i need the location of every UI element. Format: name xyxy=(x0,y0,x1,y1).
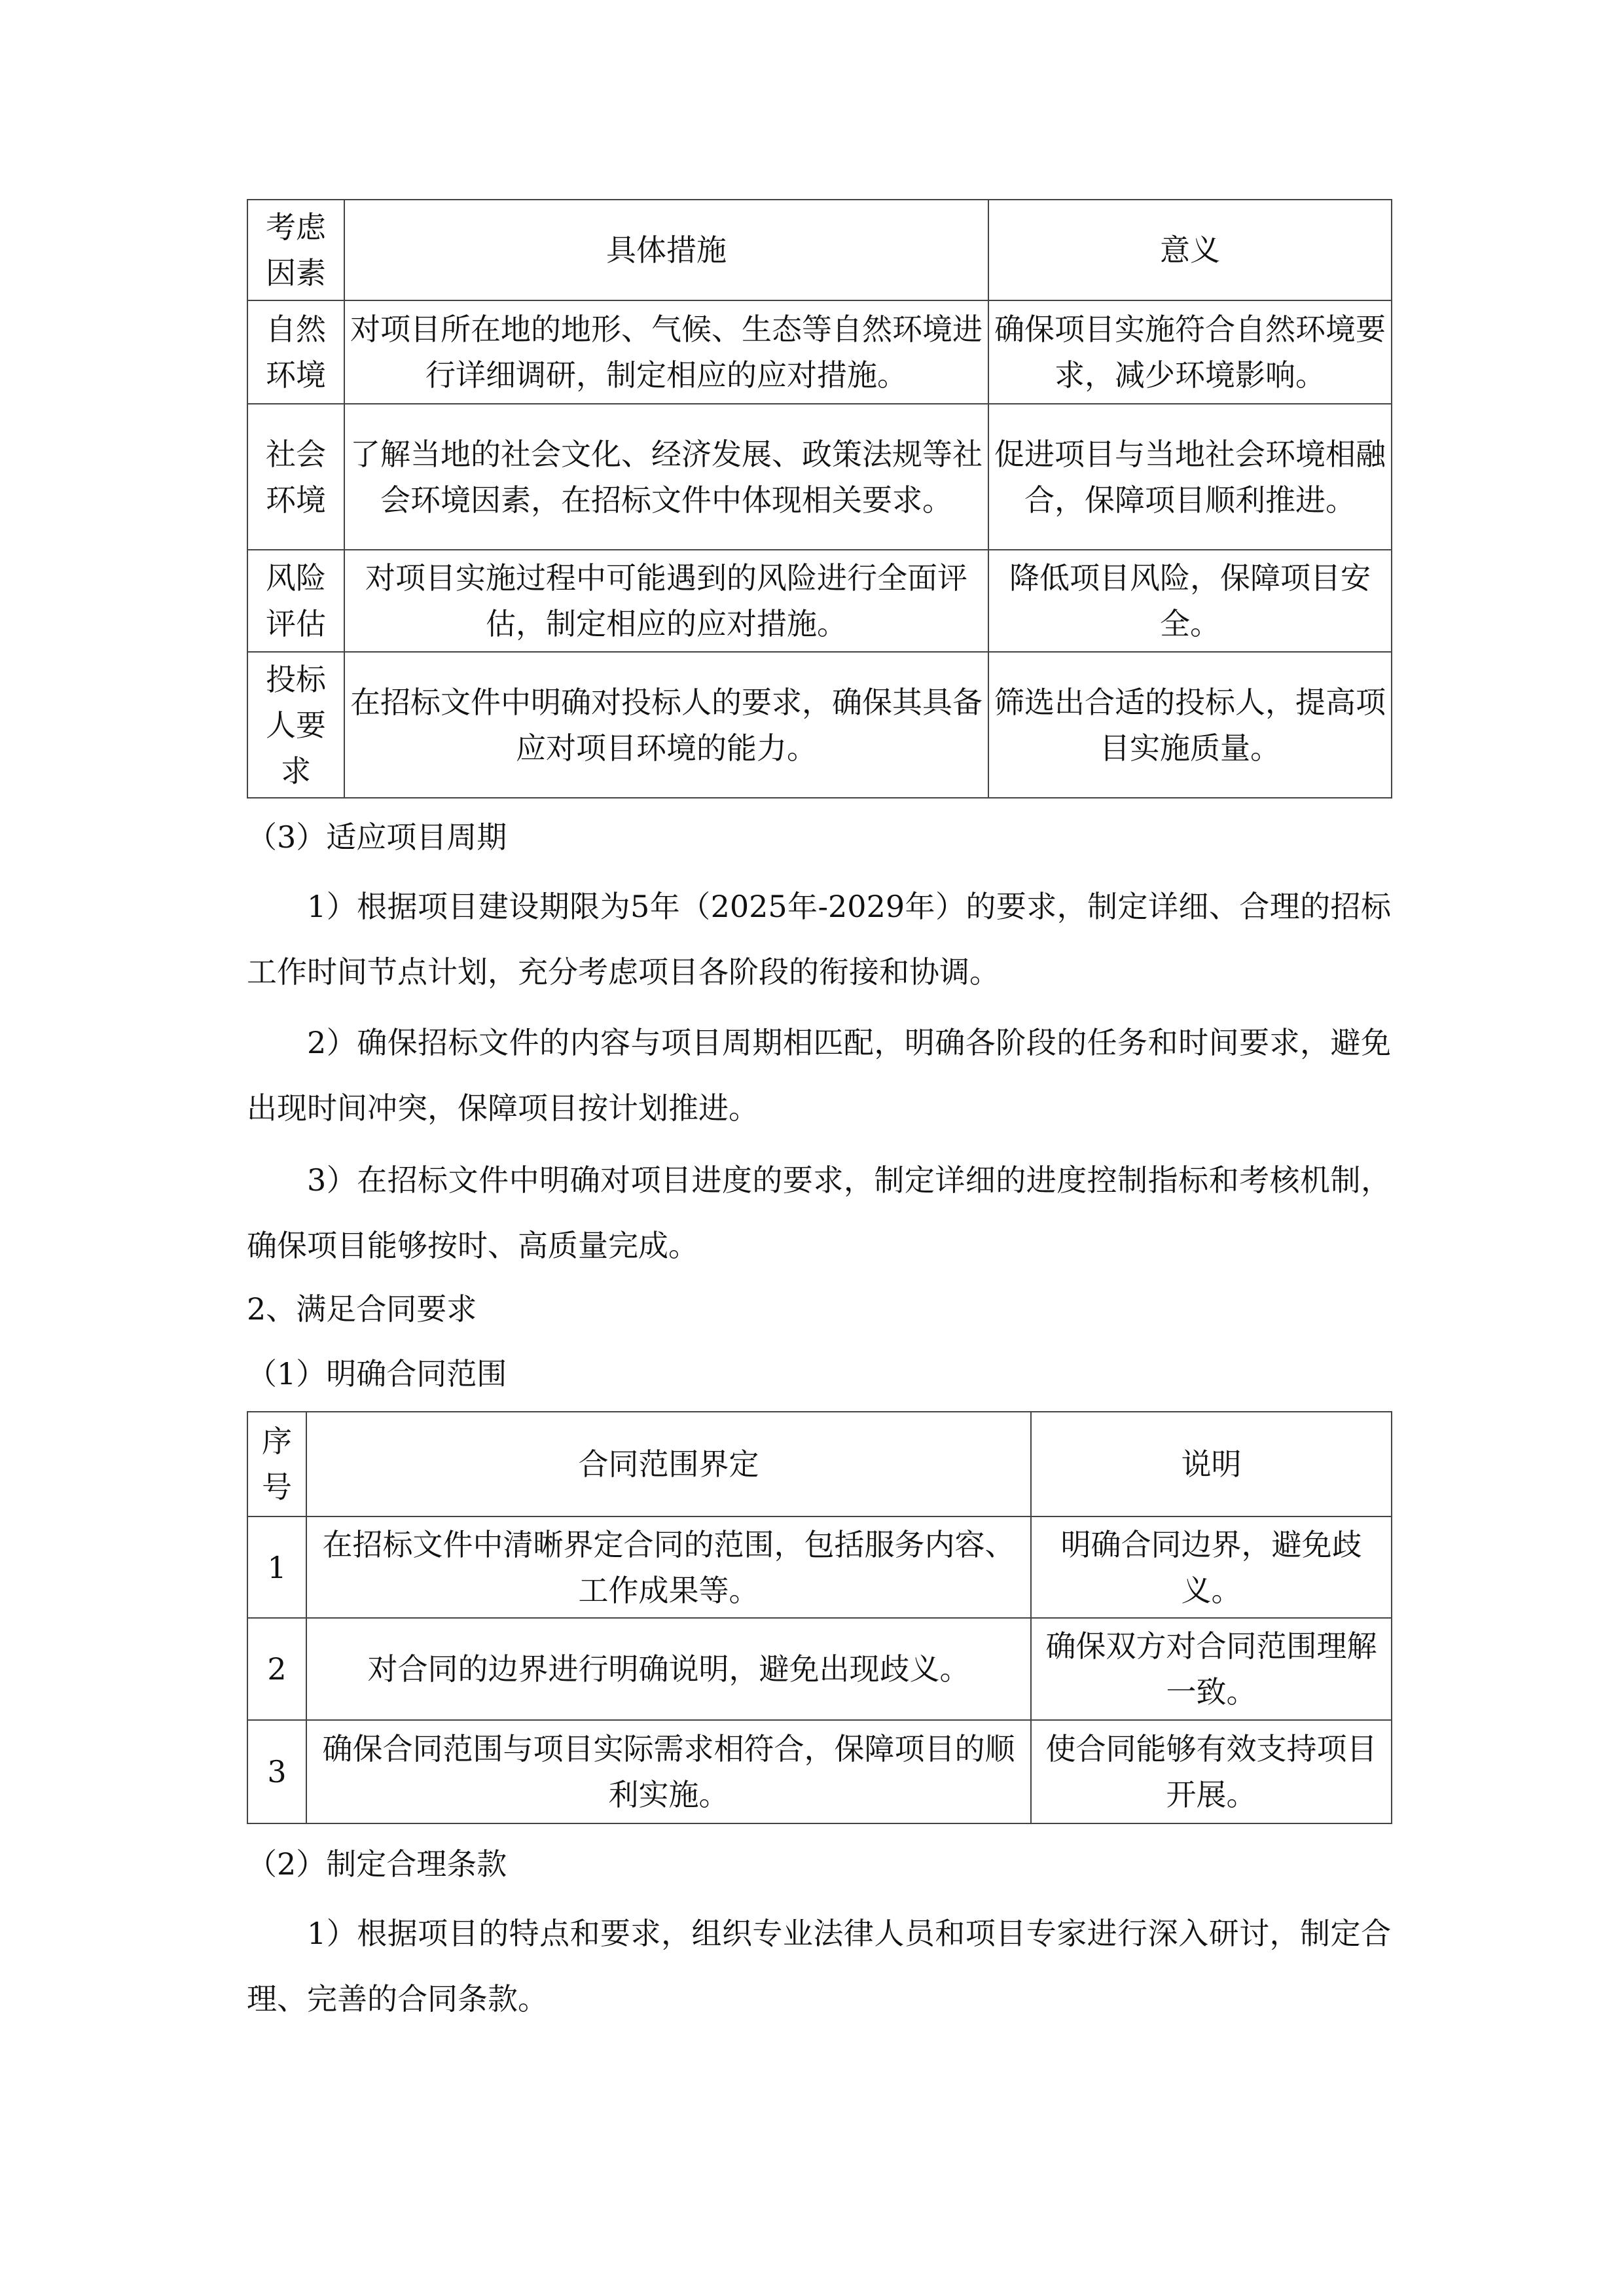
table-header-row xyxy=(247,1412,1392,1516)
header-cell: 说明 xyxy=(1031,1412,1392,1516)
factor-cell: 风险评估 xyxy=(247,550,344,652)
table-row xyxy=(247,404,1392,550)
significance-cell: 筛选出合适的投标人，提高项目实施质量。 xyxy=(988,652,1392,798)
note-cell: 确保双方对合同范围理解一致。 xyxy=(1031,1618,1392,1720)
factor-cell: 投标人要求 xyxy=(247,652,344,798)
index-cell: 3 xyxy=(247,1720,306,1823)
note-cell: 使合同能够有效支持项目开展。 xyxy=(1031,1720,1392,1823)
table-row xyxy=(247,1618,1392,1720)
scope-cell: 确保合同范围与项目实际需求相符合，保障项目的顺利实施。 xyxy=(306,1720,1031,1823)
section-heading: （2）制定合理条款 xyxy=(247,1846,507,1882)
scope-cell: 在招标文件中清晰界定合同的范围，包括服务内容、工作成果等。 xyxy=(306,1516,1031,1618)
factor-cell: 社会环境 xyxy=(247,404,344,550)
paragraph: 3）在招标文件中明确对项目进度的要求，制定详细的进度控制指标和考核机制，确保项目能够按时、高质量完成。 xyxy=(247,1162,1391,1263)
table-row xyxy=(247,550,1392,652)
paragraph: 1）根据项目建设期限为5年（2025年-2029年）的要求，制定详细、合理的招标工作时间节点计划，充分考虑项目各阶段的衔接和协调。 xyxy=(247,889,1391,990)
significance-cell: 降低项目风险，保障项目安全。 xyxy=(988,550,1392,652)
contract-scope-table xyxy=(247,1411,1392,1824)
header-cell: 合同范围界定 xyxy=(306,1412,1031,1516)
measure-cell: 了解当地的社会文化、经济发展、政策法规等社会环境因素，在招标文件中体现相关要求。 xyxy=(344,404,988,550)
section-heading: 2、满足合同要求 xyxy=(247,1291,477,1327)
significance-cell: 确保项目实施符合自然环境要求，减少环境影响。 xyxy=(988,300,1392,404)
table-row xyxy=(247,300,1392,404)
table-header-row xyxy=(247,200,1392,300)
environment-factors-table xyxy=(247,199,1392,798)
measure-cell: 对项目所在地的地形、气候、生态等自然环境进行详细调研，制定相应的应对措施。 xyxy=(344,300,988,404)
section-heading: （1）明确合同范围 xyxy=(247,1356,507,1391)
measure-cell: 对项目实施过程中可能遇到的风险进行全面评估，制定相应的应对措施。 xyxy=(344,550,988,652)
scope-cell: 对合同的边界进行明确说明，避免出现歧义。 xyxy=(306,1618,1031,1720)
table-row xyxy=(247,652,1392,798)
measure-cell: 在招标文件中明确对投标人的要求，确保其具备应对项目环境的能力。 xyxy=(344,652,988,798)
paragraph: 2）确保招标文件的内容与项目周期相匹配，明确各阶段的任务和时间要求，避免出现时间冲突，保障项目按计划推进。 xyxy=(247,1025,1391,1126)
factor-cell: 自然环境 xyxy=(247,300,344,404)
note-cell: 明确合同边界，避免歧义。 xyxy=(1031,1516,1392,1618)
index-cell: 1 xyxy=(247,1516,306,1618)
paragraph: 1）根据项目的特点和要求，组织专业法律人员和项目专家进行深入研讨，制定合理、完善的合同条款。 xyxy=(247,1916,1391,2017)
significance-cell: 促进项目与当地社会环境相融合，保障项目顺利推进。 xyxy=(988,404,1392,550)
section-heading: （3）适应项目周期 xyxy=(247,819,507,855)
table-row xyxy=(247,1720,1392,1823)
index-cell: 2 xyxy=(247,1618,306,1720)
table-row xyxy=(247,1516,1392,1618)
header-cell: 意义 xyxy=(988,200,1392,300)
header-cell: 序号 xyxy=(247,1412,306,1516)
header-cell: 考虑因素 xyxy=(247,200,344,300)
header-cell: 具体措施 xyxy=(344,200,988,300)
